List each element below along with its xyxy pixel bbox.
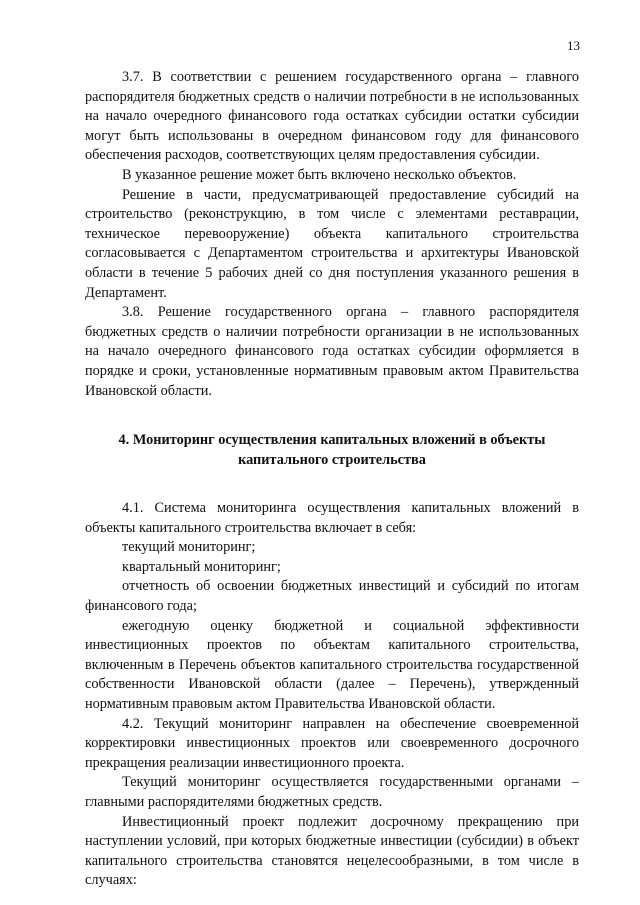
paragraph-approval: Решение в части, предусматривающей предоставление субсидий на строительство (реконструкцию, в том числе с элементами реставрации, техническое перевооружение) объекта капитального строительства согласовывается с Департаментом строительства и архитектуры Ивановской области в течение 5 рабочих дней со дня поступления указанного решения в Департамент.	[85, 186, 579, 301]
list-item-reporting: отчетность об освоении бюджетных инвестиций и субсидий по итогам финансового года;	[85, 578, 579, 615]
paragraph-current-monitoring-bodies: Текущий мониторинг осуществляется государственными органами – главными распорядителями бюджетных средств.	[85, 774, 579, 810]
paragraph-early-termination: Инвестиционный проект подлежит досрочному прекращению при наступлении условий, при которых бюджетные инвестиции (субсидии) в объект капитального строительства становятся нецелесообразными, в том числе в случаях:	[85, 813, 579, 889]
paragraph-multiple-objects: В указанное решение может быть включено несколько объектов.	[122, 166, 517, 183]
section-heading-line1: 4. Мониторинг осуществления капитальных вложений в объекты	[118, 432, 546, 449]
list-item-current-monitoring: текущий мониторинг;	[122, 539, 256, 556]
paragraph-4-2: 4.2. Текущий мониторинг направлен на обеспечение своевременной корректировки инвестиционных проектов или своевременного досрочного прекращения реализации инвестиционного проекта.	[85, 715, 579, 771]
section-heading-line2: капитального строительства	[238, 452, 426, 469]
list-item-annual-assessment: ежегодную оценку бюджетной и социальной эффективности инвестиционных проектов по объектам капитального строительства, включенным в Перечень объектов капитального строительства государственной собственности Ивановской области (далее – Перечень), утвержденный нормативным правовым актом Правительства Ивановской области.	[85, 617, 579, 713]
section-heading	[85, 430, 579, 470]
list-item-quarterly-monitoring: квартальный мониторинг;	[122, 558, 281, 575]
paragraph-4-1: 4.1. Система мониторинга осуществления капитальных вложений в объекты капитального строительства включает в себя:	[85, 500, 579, 536]
paragraph-3-8: 3.8. Решение государственного органа – главного распорядителя бюджетных средств о наличии потребности организации в не использованных на начало очередного финансового года остатках субсидии оформляется в порядке и сроки, установленные нормативным правовым актом Правительства Ивановской области.	[85, 304, 579, 399]
document-body	[85, 68, 579, 891]
paragraph-3-7: 3.7. В соответствии с решением государственного органа – главного распорядителя бюджетных средств о наличии потребности в не использованных на начало очередного финансового года остатках субсидии остатки субсидии могут быть использованы в очередном финансовом году для финансового обеспечения расходов, соответствующих целям предоставления субсидии.	[85, 69, 579, 164]
page-number: 13	[567, 38, 580, 53]
